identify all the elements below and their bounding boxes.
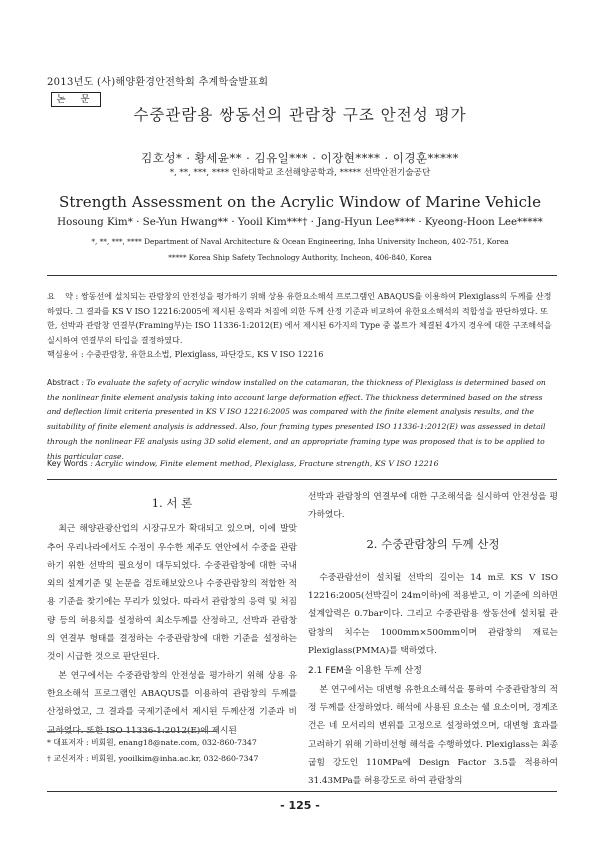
- conference-header: 2013년도 (사)해양환경안전학회 추계학술발표회: [47, 77, 269, 88]
- title-korean: 수중관람용 쌍동선의 관람창 구조 안전성 평가: [133, 106, 467, 124]
- divider-top: [47, 275, 557, 276]
- section-2-paragraph-2: 본 연구에서는 대변형 유한요소해석을 통하여 수중관람창의 적정 두께를 산정하였다. 해석에 사용된 요소는 쉘 요소이며, 경계조건은 네 모서리의 변위를 고정으로 설정하였으며, 대변형 효과를 고려하기 위해 기하비선형 해석을 수행하였다. Plexiglass는 최종 굽힘 강도인 110MPa에 Design Factor 3.5를 적용하여 31.43MPa를 허용강도로 하여 관람창의: [308, 684, 558, 787]
- footnote-corresponding-1: * 대표저자 : 비회원, enang18@nate.com, 032-860-7347: [47, 738, 257, 747]
- page-number: - 125 -: [280, 799, 320, 812]
- footnotes: [47, 735, 297, 767]
- footnote-corresponding-2: † 교신저자 : 비회원, yooilkim@inha.ac.kr, 032-860-7347: [47, 754, 259, 763]
- abstract-korean: [47, 289, 557, 347]
- abstract-korean-text: : 쌍동선에 설치되는 관람창의 안전성을 평가하기 위해 상용 유한요소해석 프로그램인 ABAQUS를 이용하여 Plexiglass의 두께를 산정하였다. 그 결과를 KS V ISO 12216:2005에 제시된 응력과 처짐에 의한 두께 산정 기준과 비교하여 유한요소해석의 적합성을 판단하였다. 또한, 선박과 관람창 연결부(Framing부)는 ISO 11336-1:2012(E) 에서 제시된 6가지의 Type 중 볼트가 체결된 4가지 경우에 대한 구조해석을 실시하여 연결부의 타입을 결정하였다.: [47, 291, 552, 345]
- keywords-korean: [47, 349, 557, 360]
- keywords-korean-label: 핵심용어: [47, 349, 79, 359]
- section-1-paragraph-1: 최근 해양관광산업의 시장규모가 확대되고 있으며, 이에 발맞추어 우리나라에서도 수정이 우수한 제주도 연안에서 수중을 관람하기 위한 선박의 필요성이 대두되었다. 수중관람창에 대한 국내외의 설계기준 및 논문을 검토해보았으나 수중관람창의 적합한 적용 기준을 찾기에는 무리가 있었다. 따라서 관람창의 응력 및 처짐량 등의 허용치를 설정하여 최소두께를 산정하고, 선박과 관람창의 연결부 형태를 결정하는 수중관람창에 대한 기준을 설정하는 것이 시급한 것으로 판단된다.: [47, 524, 297, 663]
- subsection-2-1-heading: 2.1 FEM을 이용한 두께 산정: [308, 666, 422, 677]
- keywords-english-text: : Acrylic window, Finite element method, Plexiglass, Fracture strength, KS V ISO 12216: [90, 459, 439, 468]
- authors-korean: 김호성* · 황세윤** · 김유일*** · 이장현**** · 이경훈*****: [141, 151, 459, 165]
- column-left: [47, 496, 297, 740]
- keywords-english-label: Key Words: [47, 459, 88, 468]
- column-right: [308, 488, 558, 790]
- footer-divider: [47, 791, 557, 792]
- section-1-paragraph-2: 본 연구에서는 수중관람창의 안전성을 평가하기 위해 상용 유한요소해석 프로그램인 ABAQUS를 이용하여 관람창의 두께를 산정하였고, 그 결과를 국제기준에서 제시된 두께산정 기준과 비교하였다. 또한 ISO 11336-1:2012(E)에 제시된: [47, 670, 297, 736]
- abstract-english: [47, 376, 557, 464]
- divider-mid: [47, 479, 557, 480]
- keywords-english: [47, 459, 557, 468]
- affiliation-english-1: *, **, ***, **** Department of Naval Architecture & Ocean Engineering, Inha University Incheon, 402-751, Korea: [91, 237, 509, 246]
- paper-type-badge: 논 문: [51, 92, 101, 107]
- affiliation-korean: *, **, ***, **** 인하대학교 조선해양공학과, ***** 선박안전기술공단: [169, 168, 431, 178]
- section-2-paragraph-1: 수중관람선이 설치될 선박의 길이는 14 m로 KS V ISO 12216:2005(선박길이 24m이하)에 적용받고, 이 기준에 의하면 설계압력은 0.7bar이다. 그리고 수중관람용 쌍동선에 설치될 관람창의 치수는 1000mm×500mm이며 관람창의 재료는 Plexiglass(PMMA)를 택하였다.: [308, 572, 558, 657]
- abstract-english-label: Abstract: [47, 378, 79, 387]
- footnote-divider: [47, 731, 217, 732]
- affiliation-english-2: ***** Korea Ship Safety Technology Authority, Incheon, 406-840, Korea: [168, 253, 432, 262]
- abstract-korean-label: 요 약: [47, 291, 73, 301]
- keywords-korean-text: : 수중관람창, 유한요소법, Plexiglass, 파단강도, KS V ISO 12216: [80, 349, 324, 359]
- section-1-heading: 1. 서 론: [151, 496, 193, 510]
- section-2-heading: 2. 수중관람창의 두께 산정: [366, 536, 500, 551]
- abstract-english-text: : To evaluate the safety of acrylic window installed on the catamaran, the thickness of Plexiglass is determined based on the nonlinear finite element analysis taking into account large deformation effect. The thickness determined based on the stress and deflection limit criteria presented in KS V ISO 12216:2005 was compared with the finite element analysis results, and the suitability of finite element analysis is addressed. Also, four framing types presented ISO 11336-1:2012(E) was assessed in detail through the nonlinear FE analysis using 3D solid element, and an appropriate framing type was proposed that is to be applied to this particular case.: [47, 378, 546, 461]
- authors-english: Hosoung Kim* · Se-Yun Hwang** · Yooil Kim***† · Jang-Hyun Lee**** · Kyeong-Hoon Lee*****: [57, 216, 543, 228]
- title-english: Strength Assessment on the Acrylic Window of Marine Vehicle: [58, 193, 542, 211]
- section-1-continuation: 선박과 관람창의 연결부에 대한 구조해석을 실시하여 안전성을 평가하였다.: [308, 492, 558, 521]
